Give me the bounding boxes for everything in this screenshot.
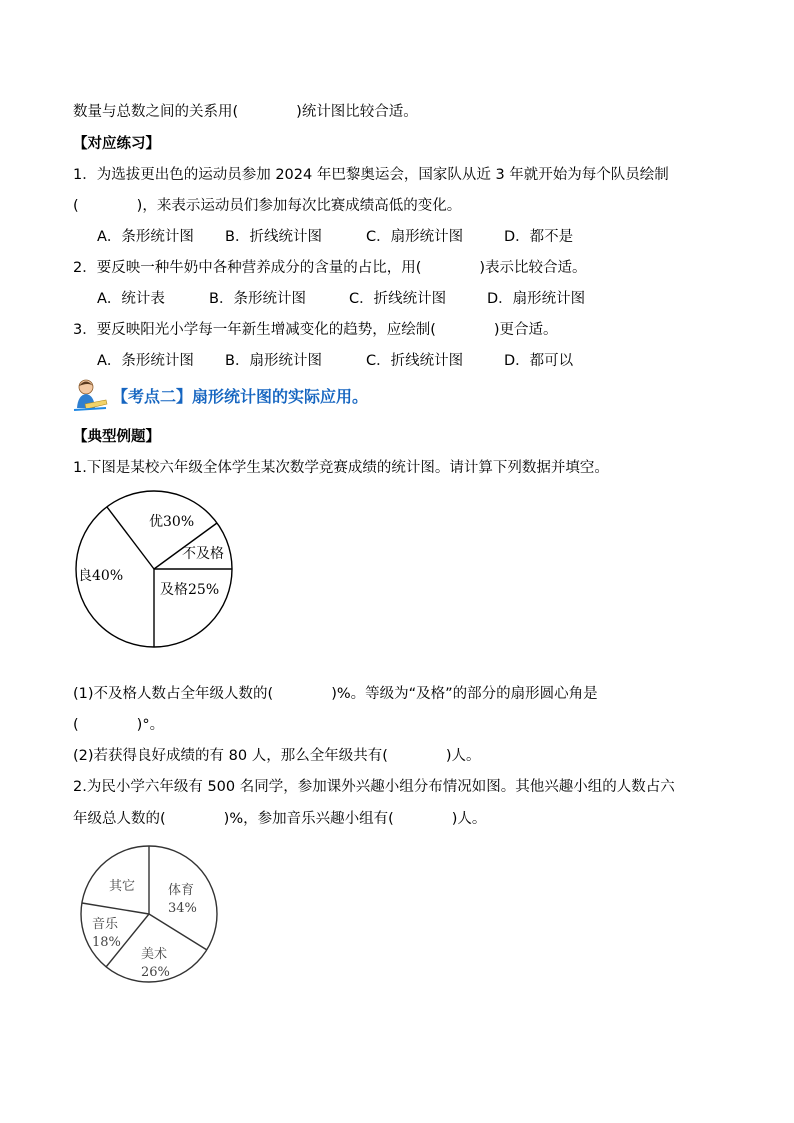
section2-heading	[72, 378, 368, 412]
interest-slice-label-art: 美术	[141, 947, 168, 962]
q1-line2: ( )，来表示运动员们参加每次比赛成绩高低的变化。	[73, 198, 462, 214]
example-heading: 【典型例题】	[73, 429, 160, 445]
q2-option-c[interactable]: C．折线统计图	[349, 291, 447, 307]
practice-heading: 【对应练习】	[73, 136, 160, 152]
ex1-line1: 1.下图是某校六年级全体学生某次数学竞赛成绩的统计图。请计算下列数据并填空。	[73, 460, 609, 476]
ex1-sub1-line1: (1)不及格人数占全年级人数的( )%。等级为“及格”的部分的扇形圆心角是	[73, 686, 598, 702]
q1-options	[97, 227, 573, 247]
q1-option-d[interactable]: D．都不是	[504, 229, 574, 245]
section2-title: 【考点二】扇形统计图的实际应用。	[112, 386, 369, 406]
ex2-line2: 年级总人数的( )%，参加音乐兴趣小组有( )人。	[73, 811, 487, 827]
ex2-line1: 2.为民小学六年级有 500 名同学，参加课外兴趣小组分布情况如图。其他兴趣小组的人数占六	[73, 779, 675, 795]
q2-option-a[interactable]: A．统计表	[97, 291, 165, 307]
q2-option-d[interactable]: D．扇形统计图	[487, 291, 586, 307]
q2-option-b[interactable]: B．条形统计图	[209, 291, 306, 307]
q3-option-c[interactable]: C．折线统计图	[366, 353, 464, 369]
q2-line1: 2．要反映一种牛奶中各种营养成分的含量的占比，用( )表示比较合适。	[73, 260, 587, 276]
q1-option-a[interactable]: A．条形统计图	[97, 229, 194, 245]
grades-slice-label-fail: 不及格	[182, 546, 224, 562]
grades-slice-label-good: 良40%	[78, 568, 124, 584]
interest-slice-label-sports: 体育	[168, 883, 195, 898]
q1-option-b[interactable]: B．折线统计图	[225, 229, 322, 245]
student-writing-icon	[72, 378, 108, 412]
q1-line1: 1．为选拔更出色的运动员参加 2024 年巴黎奥运会，国家队从近 3 年就开始为每个队员绘制	[73, 167, 669, 183]
interest-slice-label-music: 音乐	[92, 917, 119, 932]
q3-option-a[interactable]: A．条形统计图	[97, 353, 194, 369]
interest-slice-pct-sports: 34%	[168, 901, 197, 916]
q2-options	[97, 289, 585, 309]
grades-slice-label-pass: 及格25%	[160, 582, 220, 598]
grades-pie-chart	[70, 490, 250, 650]
q3-options	[97, 351, 573, 371]
ex1-sub1-line2: ( )°。	[73, 717, 165, 733]
ex1-sub2: (2)若获得良好成绩的有 80 人，那么全年级共有( )人。	[73, 748, 481, 764]
q1-option-c[interactable]: C．扇形统计图	[366, 229, 464, 245]
q3-option-d[interactable]: D．都可以	[504, 353, 574, 369]
interest-slice-label-other: 其它	[109, 879, 136, 894]
interest-groups-pie-chart	[70, 842, 230, 992]
interest-slice-pct-art: 26%	[141, 965, 170, 980]
q3-line1: 3．要反映阳光小学每一年新生增减变化的趋势，应绘制( )更合适。	[73, 322, 558, 338]
q3-option-b[interactable]: B．扇形统计图	[225, 353, 322, 369]
intro-line: 数量与总数之间的关系用( )统计图比较合适。	[73, 104, 418, 120]
interest-slice-pct-music: 18%	[92, 935, 121, 950]
grades-slice-label-excellent: 优30%	[149, 514, 195, 530]
